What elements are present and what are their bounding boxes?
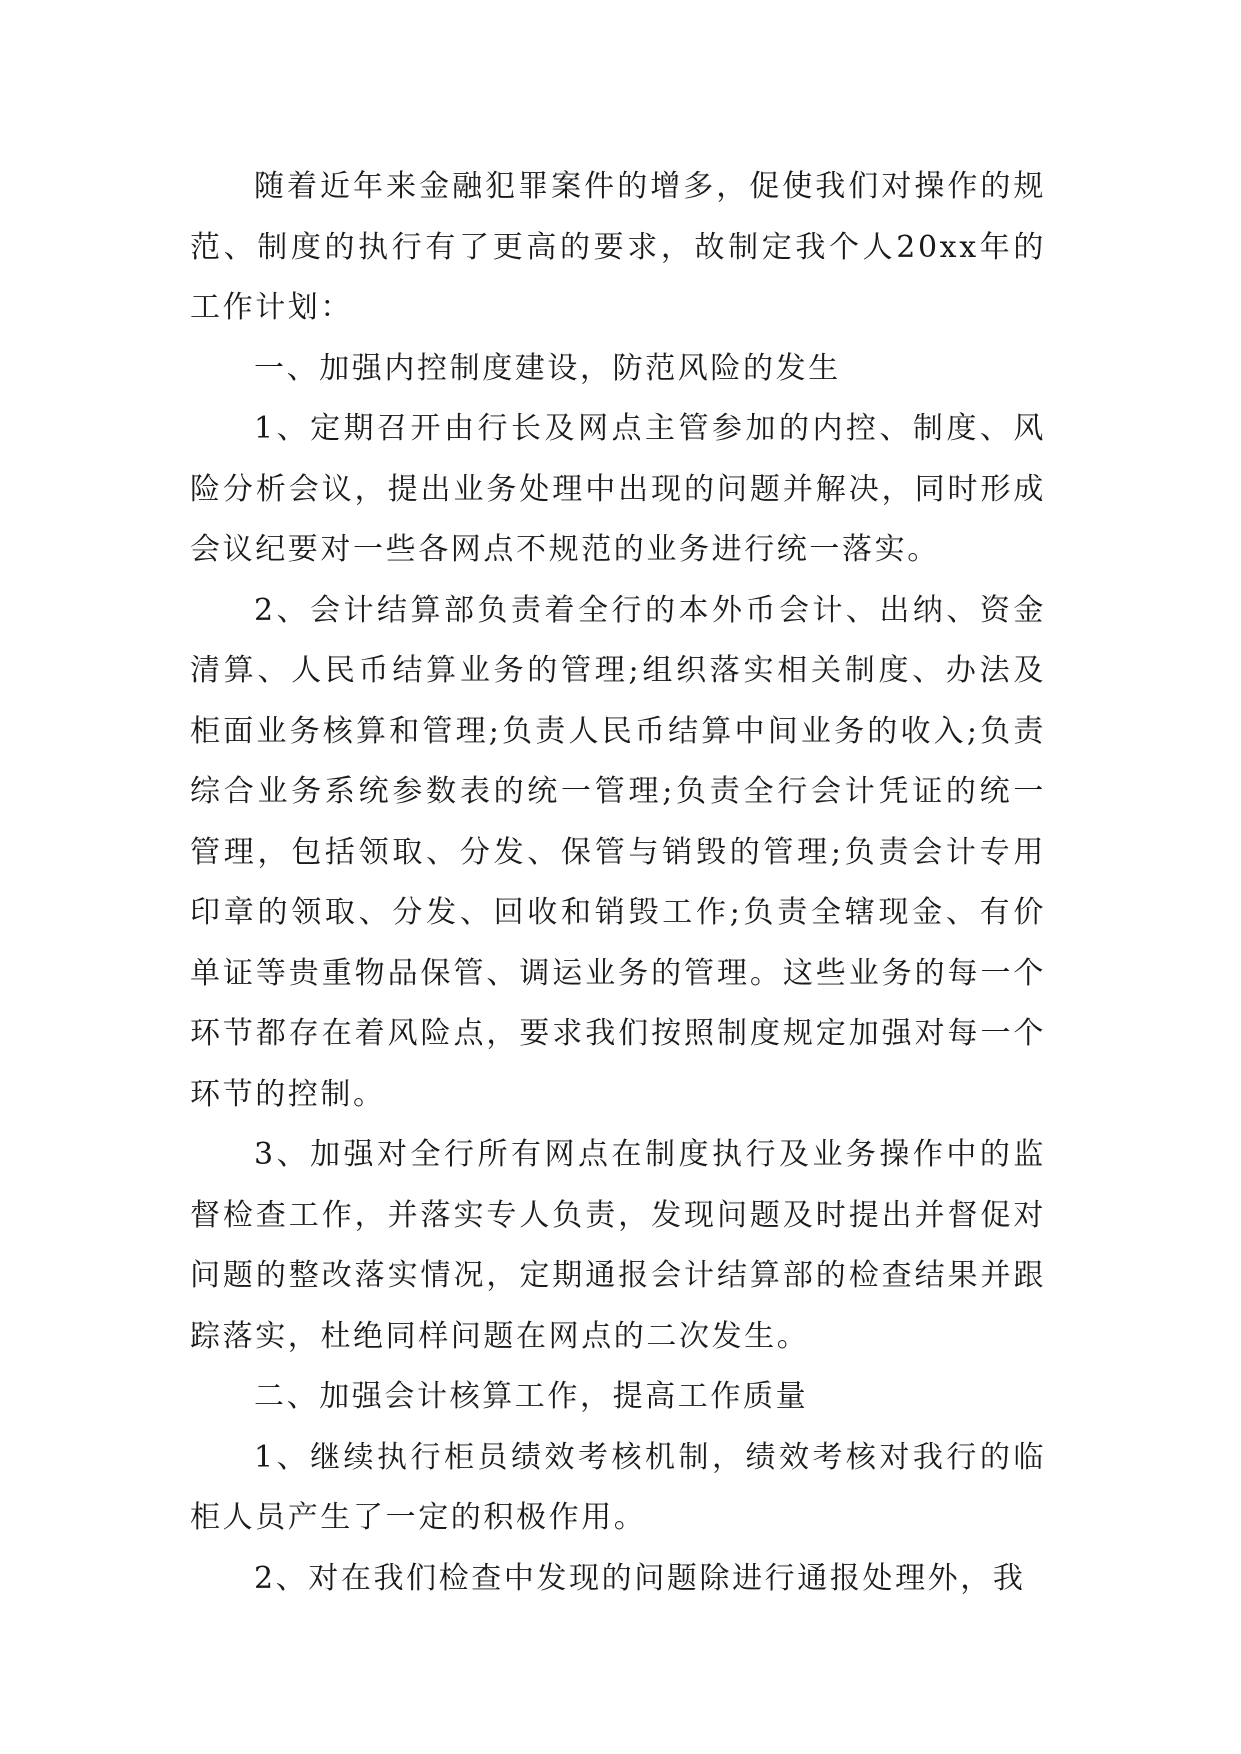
paragraph-1-1: 1、定期召开由行长及网点主管参加的内控、制度、风险分析会议，提出业务处理中出现的问题并解决，同时形成会议纪要对一些各网点不规范的业务进行统一落实。 <box>190 411 1046 567</box>
section-heading-1: 一、加强内控制度建设，防范风险的发生 <box>254 350 841 386</box>
paragraph-1-2: 2、会计结算部负责着全行的本外币会计、出纳、资金清算、人民币结算业务的管理;组织落实相关制度、办法及柜面业务核算和管理;负责人民币结算中间业务的收入;负责综合业务系统参数表的统一管理;负责全行会计凭证的统一管理，包括领取、分发、保管与销毁的管理;负责会计专用印章的领取、分发、回收和销毁工作;负责全辖现金、有价单证等贵重物品保管、调运业务的管理。这些业务的每一个环节都存在着风险点，要求我们按照制度规定加强对每一个环节的控制。 <box>190 592 1046 1112</box>
paragraph-1-3: 3、加强对全行所有网点在制度执行及业务操作中的监督检查工作，并落实专人负责，发现问题及时提出并督促对问题的整改落实情况，定期通报会计结算部的检查结果并跟踪落实，杜绝同样问题在网点的二次发生。 <box>190 1137 1046 1354</box>
paragraph-2-1: 1、继续执行柜员绩效考核机制，绩效考核对我行的临柜人员产生了一定的积极作用。 <box>190 1439 1046 1535</box>
paragraph-intro: 随着近年来金融犯罪案件的增多，促使我们对操作的规范、制度的执行有了更高的要求，故制定我个人20xx年的工作计划： <box>190 169 1046 325</box>
document-body <box>190 157 1046 1609</box>
paragraph-2-2: 2、对在我们检查中发现的问题除进行通报处理外，我 <box>254 1560 1026 1596</box>
section-heading-2: 二、加强会计核算工作，提高工作质量 <box>254 1379 809 1414</box>
